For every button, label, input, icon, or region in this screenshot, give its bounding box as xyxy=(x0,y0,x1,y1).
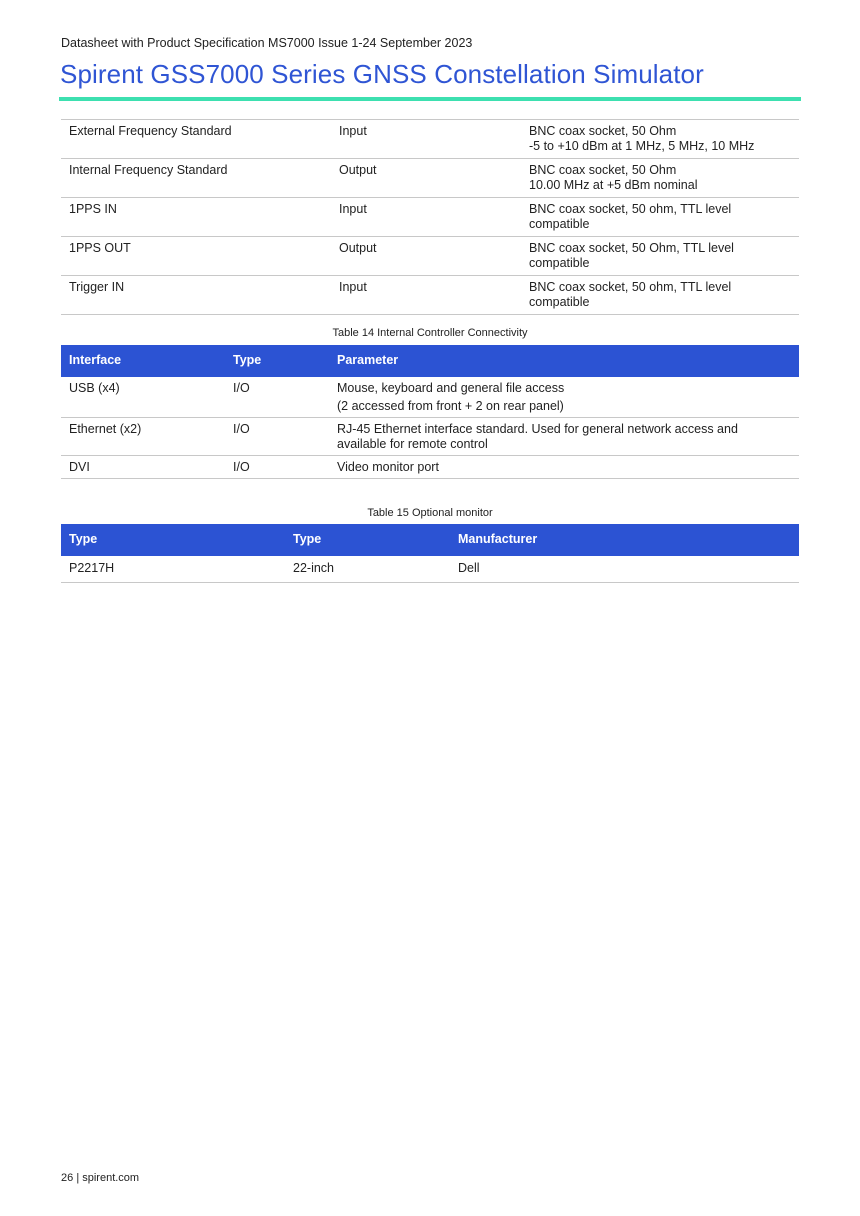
interface-cell: Ethernet (x2) xyxy=(69,422,142,436)
footer-separator: | xyxy=(76,1172,80,1184)
spec-line: compatible xyxy=(529,295,590,309)
table-row xyxy=(61,237,799,276)
column-header-model: Type xyxy=(61,524,285,556)
table-14-caption: Table 14 Internal Controller Connectivity xyxy=(332,327,528,339)
page-number: 26 xyxy=(61,1172,74,1184)
table-header-row xyxy=(61,345,799,377)
connector-spec xyxy=(521,276,799,315)
connector-direction: Input xyxy=(339,280,367,294)
footer-website: spirent.com xyxy=(82,1172,140,1184)
table-row xyxy=(61,456,799,479)
spec-line: 10.00 MHz at +5 dBm nominal xyxy=(529,178,698,192)
parameter-cell xyxy=(329,418,799,456)
spec-line: compatible xyxy=(529,256,590,270)
type-cell: I/O xyxy=(233,381,250,395)
connector-name: 1PPS OUT xyxy=(69,241,131,255)
connector-name: External Frequency Standard xyxy=(69,124,232,138)
manufacturer-cell: Dell xyxy=(458,561,480,575)
connector-name: Trigger IN xyxy=(69,280,125,294)
connector-direction: Output xyxy=(339,163,377,177)
connector-spec xyxy=(521,198,799,237)
table-row xyxy=(61,120,799,159)
title-underline-rule xyxy=(59,97,801,101)
spec-line: BNC coax socket, 50 Ohm, TTL level xyxy=(529,241,734,255)
table-row xyxy=(61,556,799,583)
table-row xyxy=(61,159,799,198)
table-row xyxy=(61,276,799,315)
type-cell: I/O xyxy=(233,422,250,436)
parameter-line: Mouse, keyboard and general file access xyxy=(337,381,565,395)
model-cell: P2217H xyxy=(69,561,115,575)
table-15-caption: Table 15 Optional monitor xyxy=(367,507,493,519)
connector-name: 1PPS IN xyxy=(69,202,117,216)
parameter-line: (2 accessed from front + 2 on rear panel) xyxy=(337,399,564,413)
parameter-cell xyxy=(329,377,799,418)
spec-line: BNC coax socket, 50 ohm, TTL level xyxy=(529,202,732,216)
column-header-size: Type xyxy=(285,524,450,556)
connector-name: Internal Frequency Standard xyxy=(69,163,228,177)
column-header-parameter: Parameter xyxy=(329,345,799,377)
interface-cell: USB (x4) xyxy=(69,381,120,395)
connector-spec xyxy=(521,237,799,276)
parameter-line: RJ-45 Ethernet interface standard. Used for general network access and xyxy=(337,422,738,436)
optional-monitor-table xyxy=(61,524,799,583)
table-row xyxy=(61,198,799,237)
connector-direction: Input xyxy=(339,124,367,138)
table-row xyxy=(61,418,799,456)
connector-spec xyxy=(521,120,799,159)
spec-line: BNC coax socket, 50 Ohm xyxy=(529,124,677,138)
internal-controller-connectivity-table xyxy=(61,345,799,479)
frequency-connectivity-table xyxy=(61,119,799,315)
column-header-manufacturer: Manufacturer xyxy=(450,524,799,556)
column-header-interface: Interface xyxy=(61,345,225,377)
size-cell: 22-inch xyxy=(293,561,334,575)
connector-direction: Input xyxy=(339,202,367,216)
parameter-line: available for remote control xyxy=(337,437,488,451)
table-header-row xyxy=(61,524,799,556)
spec-line: BNC coax socket, 50 Ohm xyxy=(529,163,677,177)
parameter-line: Video monitor port xyxy=(337,460,439,474)
interface-cell: DVI xyxy=(69,460,90,474)
connector-spec xyxy=(521,159,799,198)
table-row xyxy=(61,377,799,418)
type-cell: I/O xyxy=(233,460,250,474)
parameter-cell xyxy=(329,456,799,479)
connector-direction: Output xyxy=(339,241,377,255)
spec-line: -5 to +10 dBm at 1 MHz, 5 MHz, 10 MHz xyxy=(529,139,755,153)
document-title: Spirent GSS7000 Series GNSS Constellation Simulator xyxy=(60,59,704,89)
column-header-type: Type xyxy=(225,345,329,377)
document-header-line: Datasheet with Product Specification MS7000 Issue 1-24 September 2023 xyxy=(61,36,473,50)
spec-line: compatible xyxy=(529,217,590,231)
spec-line: BNC coax socket, 50 ohm, TTL level xyxy=(529,280,732,294)
page-footer xyxy=(61,1172,139,1184)
